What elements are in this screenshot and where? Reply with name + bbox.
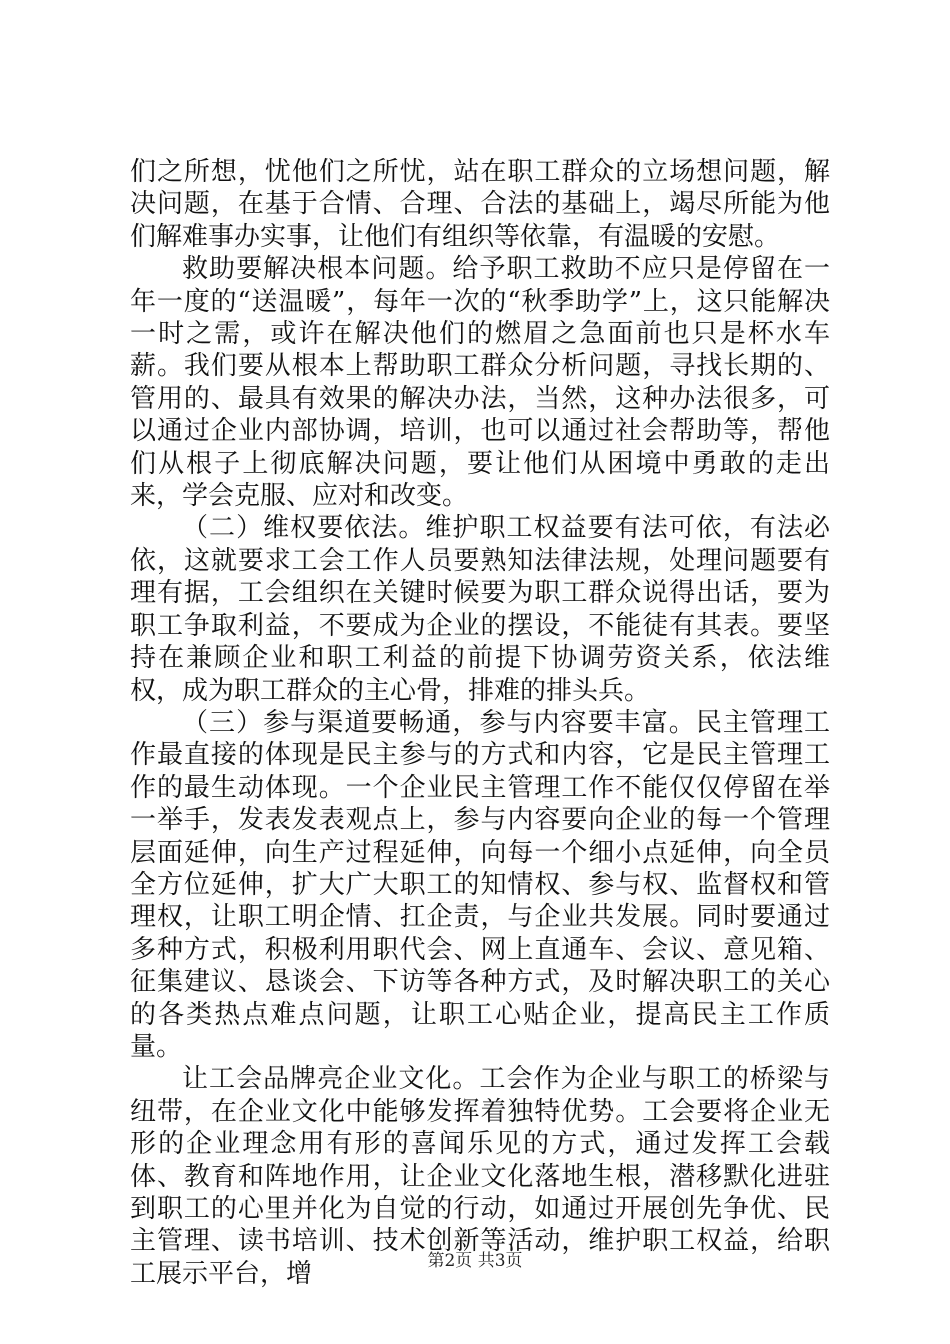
document-body — [130, 156, 830, 1290]
paragraph-5: 让工会品牌亮企业文化。工会作为企业与职工的桥梁与纽带，在企业文化中能够发挥着独特优势。工会要将企业无形的企业理念用有形的喜闻乐见的方式，通过发挥工会载体、教育和阵地作用，让企业文化落地生根，潜移默化进驻到职工的心里并化为自觉的行动，如通过开展创先争优、民主管理、读书培训、技术创新等活动，维护职工权益，给职工展示平台，增 — [130, 1064, 830, 1289]
page-footer — [0, 1246, 950, 1271]
paragraph-3: （二）维权要依法。维护职工权益要有法可依，有法必依，这就要求工会工作人员要熟知法律法规，处理问题要有理有据，工会组织在关键时候要为职工群众说得出话，要为职工争取利益，不要成为企业的摆设，不能徒有其表。要坚持在兼顾企业和职工利益的前提下协调劳资关系，依法维权，成为职工群众的主心骨，排难的排头兵。 — [130, 513, 830, 706]
paragraph-2: 救助要解决根本问题。给予职工救助不应只是停留在一年一度的“送温暖”，每年一次的“秋季助学”上，这只能解决一时之需，或许在解决他们的燃眉之急面前也只是杯水车薪。我们要从根本上帮助职工群众分析问题，寻找长期的、管用的、最具有效果的解决办法，当然，这种办法很多，可以通过企业内部协调，培训，也可以通过社会帮助等，帮他们从根子上彻底解决问题，要让他们从困境中勇敢的走出来，学会克服、应对和改变。 — [130, 254, 830, 512]
paragraph-4: （三）参与渠道要畅通，参与内容要丰富。民主管理工作最直接的体现是民主参与的方式和内容，它是民主管理工作的最生动体现。一个企业民主管理工作不能仅仅停留在举一举手，发表发表观点上，参与内容要向企业的每一个管理层面延伸，向生产过程延伸，向每一个细小点延伸，向全员全方位延伸，扩大广大职工的知情权、参与权、监督权和管理权，让职工明企情、扛企责，与企业共发展。同时要通过多种方式，积极利用职代会、网上直通车、会议、意见箱、征集建议、恳谈会、下访等各种方式，及时解决职工的关心的各类热点难点问题，让职工心贴企业，提高民主工作质量。 — [130, 707, 830, 1062]
paragraph-1: 们之所想，忧他们之所忧，站在职工群众的立场想问题，解决问题，在基于合情、合理、合法的基础上，竭尽所能为他们解难事办实事，让他们有组织等依靠，有温暖的安慰。 — [130, 157, 830, 252]
page-number-label: 第2页 共3页 — [427, 1251, 523, 1271]
